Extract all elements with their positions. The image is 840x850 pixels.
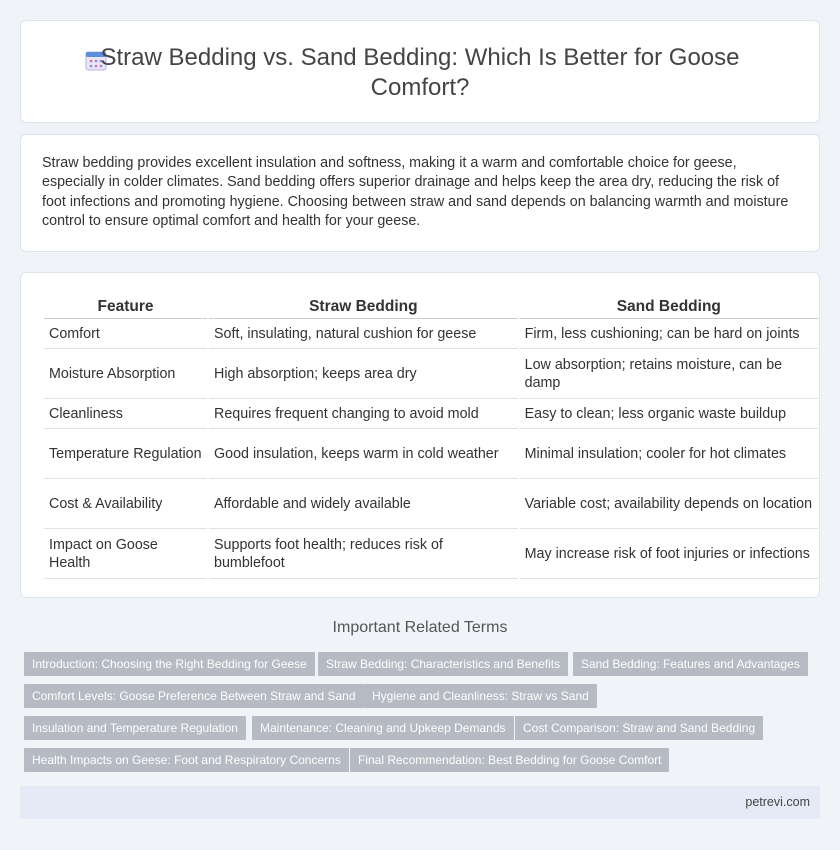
comparison-table [42, 293, 820, 579]
cell-sand: Variable cost; availability depends on location [520, 479, 818, 529]
table-row [44, 429, 818, 479]
related-tag[interactable]: Cost Comparison: Straw and Sand Bedding [515, 716, 763, 740]
page-title: Straw Bedding vs. Sand Bedding: Which Is Better for Goose Comfort? [100, 44, 740, 101]
table-row [44, 479, 818, 529]
cell-straw: Supports foot health; reduces risk of bumblefoot [209, 529, 518, 579]
cell-feature: Temperature Regulation [44, 429, 207, 479]
related-tag[interactable]: Maintenance: Cleaning and Upkeep Demands [252, 716, 514, 740]
cell-straw: Soft, insulating, natural cushion for geese [209, 319, 518, 349]
cell-straw: Good insulation, keeps warm in cold weather [209, 429, 518, 479]
cell-straw: Affordable and widely available [209, 479, 518, 529]
comparison-card [20, 272, 820, 598]
cell-sand: May increase risk of foot injuries or infections [520, 529, 818, 579]
header-feature: Feature [44, 293, 207, 319]
cell-feature: Cleanliness [44, 399, 207, 429]
table-row [44, 529, 818, 579]
title-card [20, 20, 820, 123]
cell-straw: Requires frequent changing to avoid mold [209, 399, 518, 429]
intro-paragraph: Straw bedding provides excellent insulation and softness, making it a warm and comfortable choice for geese, especially in colder climates. Sand bedding offers superior drainage and helps keep the area dry, reducing the risk of foot infections and promoting hygiene. Choosing between straw and sand depends on balancing warmth and moisture control to ensure optimal comfort and health for your geese. [42, 155, 789, 229]
related-tag[interactable]: Straw Bedding: Characteristics and Benefits [318, 652, 568, 676]
site-name[interactable]: petrevi.com [745, 795, 810, 809]
related-tag[interactable]: Hygiene and Cleanliness: Straw vs Sand [364, 684, 597, 708]
related-terms-heading: Important Related Terms [332, 619, 508, 636]
cell-feature: Moisture Absorption [44, 349, 207, 399]
related-tag[interactable]: Health Impacts on Geese: Foot and Respiratory Concerns [24, 748, 349, 772]
cell-sand: Easy to clean; less organic waste buildup [520, 399, 818, 429]
cell-sand: Minimal insulation; cooler for hot climates [520, 429, 818, 479]
cell-feature: Impact on Goose Health [44, 529, 207, 579]
cell-feature: Cost & Availability [44, 479, 207, 529]
related-tag[interactable]: Sand Bedding: Features and Advantages [573, 652, 808, 676]
related-tag[interactable]: Final Recommendation: Best Bedding for Goose Comfort [350, 748, 669, 772]
cell-sand: Firm, less cushioning; can be hard on joints [520, 319, 818, 349]
related-tag[interactable]: Introduction: Choosing the Right Bedding for Geese [24, 652, 315, 676]
header-sand: Sand Bedding [520, 293, 818, 319]
cell-feature: Comfort [44, 319, 207, 349]
intro-card [20, 134, 820, 252]
table-header-row [44, 293, 818, 319]
header-straw: Straw Bedding [209, 293, 518, 319]
table-row [44, 319, 818, 349]
related-tag[interactable]: Insulation and Temperature Regulation [24, 716, 246, 740]
cell-sand: Low absorption; retains moisture, can be damp [520, 349, 818, 399]
related-tag[interactable]: Comfort Levels: Goose Preference Between Straw and Sand [24, 684, 364, 708]
table-row [44, 349, 818, 399]
table-row [44, 399, 818, 429]
cell-straw: High absorption; keeps area dry [209, 349, 518, 399]
footer [20, 786, 820, 819]
